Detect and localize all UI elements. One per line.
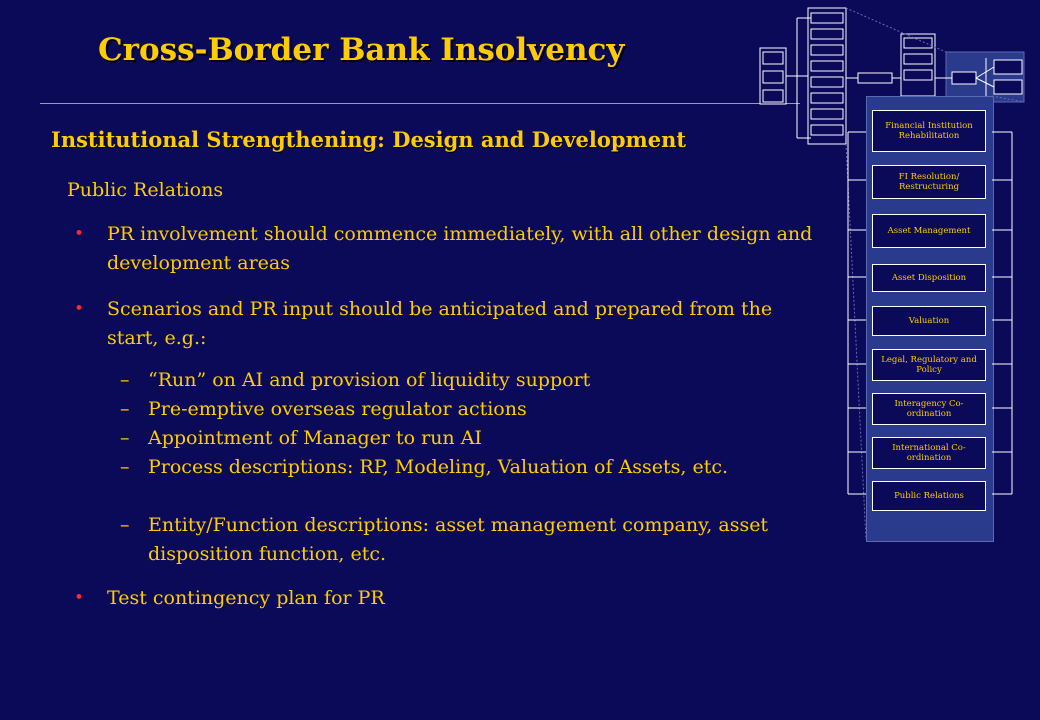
bullet-text: Scenarios and PR input should be anticipated and prepared from the start, e.g.: xyxy=(107,298,773,349)
category-box-asset-disposition: Asset Disposition xyxy=(872,264,986,292)
dash-marker: – xyxy=(120,514,130,536)
sub-item-text: Entity/Function descriptions: asset management company, asset disposition function, etc. xyxy=(148,514,769,565)
category-box-fi-rehabilitation: Financial Institution Rehabilitation xyxy=(872,110,986,152)
dash-marker: – xyxy=(120,398,130,420)
dash-marker: – xyxy=(120,427,130,449)
bullet-dot-icon: • xyxy=(74,588,85,608)
category-box-asset-management: Asset Management xyxy=(872,214,986,248)
category-box-fi-resolution: FI Resolution/ Restructuring xyxy=(872,165,986,199)
category-box-interagency: Interagency Co-ordination xyxy=(872,393,986,425)
category-box-legal-regulatory: Legal, Regulatory and Policy xyxy=(872,349,986,381)
sub-item-text: Appointment of Manager to run AI xyxy=(148,427,482,449)
sub-item-text: “Run” on AI and provision of liquidity support xyxy=(148,369,591,391)
bullet-text: PR involvement should commence immediately, with all other design and development areas xyxy=(107,223,813,274)
sub-item-text: Process descriptions: RP, Modeling, Valuation of Assets, etc. xyxy=(148,456,729,478)
category-box-international: International Co-ordination xyxy=(872,437,986,469)
slide-title: Cross-Border Bank Insolvency xyxy=(98,32,625,68)
category-box-public-relations: Public Relations xyxy=(872,481,986,511)
dash-marker: – xyxy=(120,456,130,478)
sub-item-text: Pre-emptive overseas regulator actions xyxy=(148,398,527,420)
slide-subtitle: Institutional Strengthening: Design and Development xyxy=(51,127,687,152)
category-box-valuation: Valuation xyxy=(872,306,986,336)
bullet-text: Test contingency plan for PR xyxy=(107,587,385,609)
bullet-dot-icon: • xyxy=(74,299,85,319)
section-heading: Public Relations xyxy=(67,179,224,201)
bullet-dot-icon: • xyxy=(74,224,85,244)
dash-marker: – xyxy=(120,369,130,391)
